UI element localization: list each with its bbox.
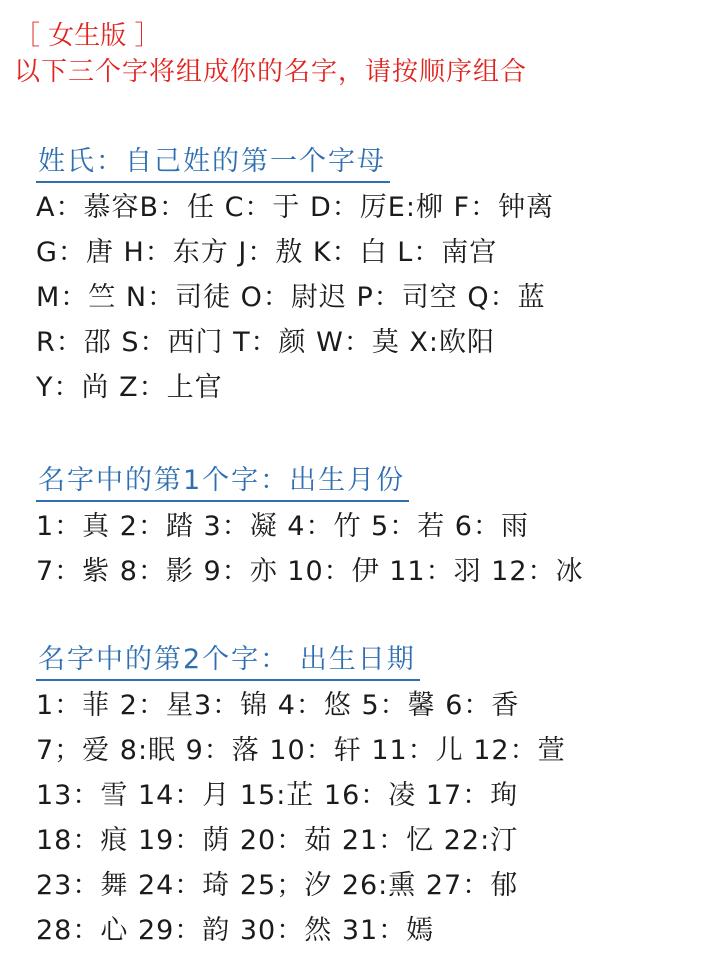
second-char-line: 7；爱 8:眠 9：落 10：轩 11：儿 12：萱 <box>36 735 566 766</box>
header <box>14 18 527 90</box>
second-char-line: 1：菲 2：星3：锦 4：悠 5：馨 6：香 <box>36 690 520 721</box>
second-char-section <box>36 641 706 953</box>
first-char-section <box>36 462 706 594</box>
surname-line: Y：尚 Z：上官 <box>36 372 223 403</box>
surname-line: R：邵 S：西门 T：颜 W：莫 X:欧阳 <box>36 327 496 358</box>
surname-title: 姓氏：自己姓的第一个字母 <box>36 143 390 183</box>
first-char-title: 名字中的第1个字：出生月份 <box>36 462 409 502</box>
second-char-line: 13：雪 14：月 15:芷 16：凌 17：珣 <box>36 780 519 811</box>
instruction-text: 以下三个字将组成你的名字，请按顺序组合 <box>14 57 528 87</box>
first-char-line: 1：真 2：踏 3：凝 4：竹 5：若 6：雨 <box>36 511 529 542</box>
second-char-title: 名字中的第2个字： 出生日期 <box>36 641 420 681</box>
second-char-line: 18：痕 19：荫 20：茹 21：忆 22:汀 <box>36 825 519 856</box>
second-char-line: 28：心 29：韵 30：然 31：嫣 <box>36 915 435 946</box>
surname-line: G：唐 H：东方 J：敖 K：白 L：南宫 <box>36 237 498 268</box>
surname-section <box>36 143 706 410</box>
edition-label: ［ 女生版 ］ <box>14 21 161 51</box>
first-char-line: 7：紫 8：影 9：亦 10：伊 11：羽 12：冰 <box>36 556 584 587</box>
second-char-line: 23：舞 24：琦 25；汐 26:熏 27：郁 <box>36 870 519 901</box>
surname-line: M：竺 N：司徒 O：尉迟 P：司空 Q：蓝 <box>36 282 546 313</box>
surname-line: A：慕容B：任 C：于 D：厉E:柳 F：钟离 <box>36 192 555 223</box>
